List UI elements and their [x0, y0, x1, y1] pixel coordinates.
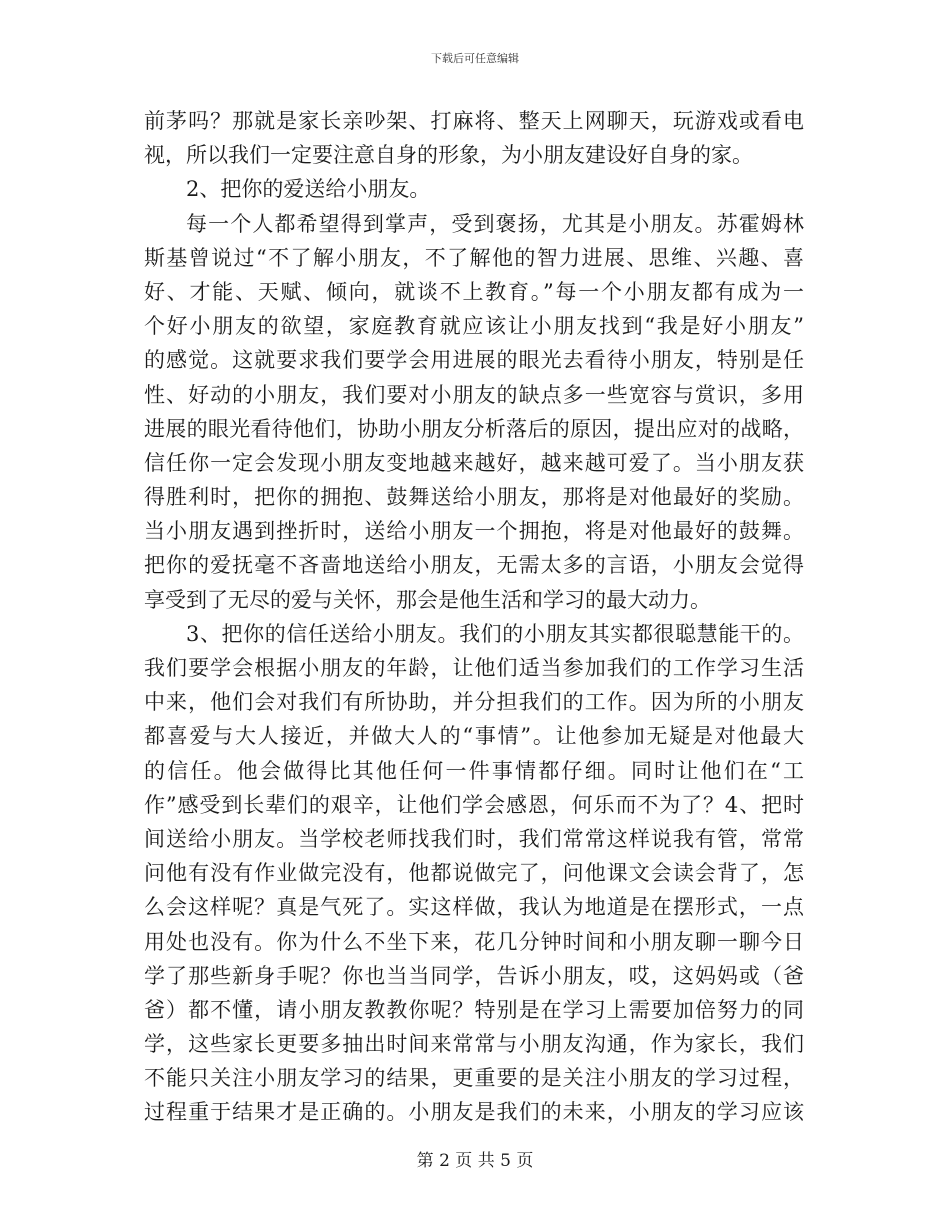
text-line: 过程重于结果才是正确的。小朋友是我们的未来，小朋友的学习应该	[144, 1100, 804, 1125]
text-line: 视，所以我们一定要注意自身的形象，为小朋友建设好自身的家。	[144, 143, 753, 168]
text-line: 作”感受到长辈们的艰辛，让他们学会感恩，何乐而不为了？4、把时	[144, 792, 804, 817]
text-line: 好、才能、天赋、倾向，就谈不上教育。”每一个小朋友都有成为一	[144, 279, 804, 304]
text-line: 不能只关注小朋友学习的结果，更重要的是关注小朋友的学习过程，	[144, 1066, 804, 1091]
text-line: 前茅吗？那就是家长亲吵架、打麻将、整天上网聊天，玩游戏或看电	[144, 109, 804, 133]
text-line: 我们要学会根据小朋友的年龄，让他们适当参加我们的工作学习生活	[144, 656, 804, 680]
text-line: 斯基曾说过“不了解小朋友，不了解他的智力进展、思维、兴趣、喜	[144, 245, 804, 270]
text-line	[144, 1130, 804, 1134]
text-line: 每一个人都希望得到掌声，受到褒扬，尤其是小朋友。苏霍姆林	[186, 211, 804, 236]
text-line: 学了那些新身手呢？你也当当同学，告诉小朋友，哎，这妈妈或（爸	[144, 963, 804, 988]
text-line: 的信任。他会做得比其他任何一件事情都仔细。同时让他们在“工	[144, 758, 804, 783]
text-line: 么会这样呢？真是气死了。实这样做，我认为地道是在摆形式，一点	[144, 895, 804, 920]
text-line: 享受到了无尽的爱与关怀，那会是他生活和学习的最大动力。	[144, 587, 711, 612]
text-line: 间送给小朋友。当学校老师找我们时，我们常常这样说我有管，常常	[144, 826, 804, 851]
text-line: 爸）都不懂，请小朋友教教你呢？特别是在学习上需要加倍努力的同	[144, 997, 804, 1022]
text-line: 个好小朋友的欲望，家庭教育就应该让小朋友找到“我是好小朋友”	[144, 314, 804, 339]
text-line: 中来，他们会对我们有所协助，并分担我们的工作。因为所的小朋友	[144, 690, 804, 715]
section-heading: 3、把你的信任送给小朋友。我们的小朋友其实都很聪慧能干的。	[186, 621, 804, 646]
text-line: 信任你一定会发现小朋友变地越来越好，越来越可爱了。当小朋友获	[144, 450, 804, 475]
text-line: 用处也没有。你为什么不坐下来，花几分钟时间和小朋友聊一聊今日	[144, 929, 804, 954]
section-heading: 2、把你的爱送给小朋友。	[186, 177, 431, 202]
text-line: 把你的爱抚毫不吝啬地送给小朋友，无需太多的言语，小朋友会觉得	[144, 553, 804, 578]
text-line: 当小朋友遇到挫折时，送给小朋友一个拥抱，将是对他最好的鼓舞。	[144, 519, 804, 544]
text-line: 得胜利时，把你的拥抱、鼓舞送给小朋友，那将是对他最好的奖励。	[144, 485, 804, 510]
text-line: 性、好动的小朋友，我们要对小朋友的缺点多一些宽容与赏识，多用	[144, 382, 804, 407]
text-line: 问他有没有作业做完没有，他都说做完了，问他课文会读会背了，怎	[144, 861, 804, 886]
text-line: 都喜爱与大人接近，并做大人的“事情”。让他参加无疑是对他最大	[144, 724, 804, 749]
text-line: 进展的眼光看待他们，协助小朋友分析落后的原因，提出应对的战略，	[144, 416, 804, 441]
text-line: 的感觉。这就要求我们要学会用进展的眼光去看待小朋友，特别是任	[144, 348, 804, 373]
text-line: 学，这些家长更要多抽出时间来常常与小朋友沟通，作为家长，我们	[144, 1032, 804, 1057]
page-number: 第 2 页 共 5 页	[416, 1151, 534, 1171]
document-body	[144, 104, 804, 1134]
page-header: 下载后可任意编辑	[431, 52, 519, 65]
